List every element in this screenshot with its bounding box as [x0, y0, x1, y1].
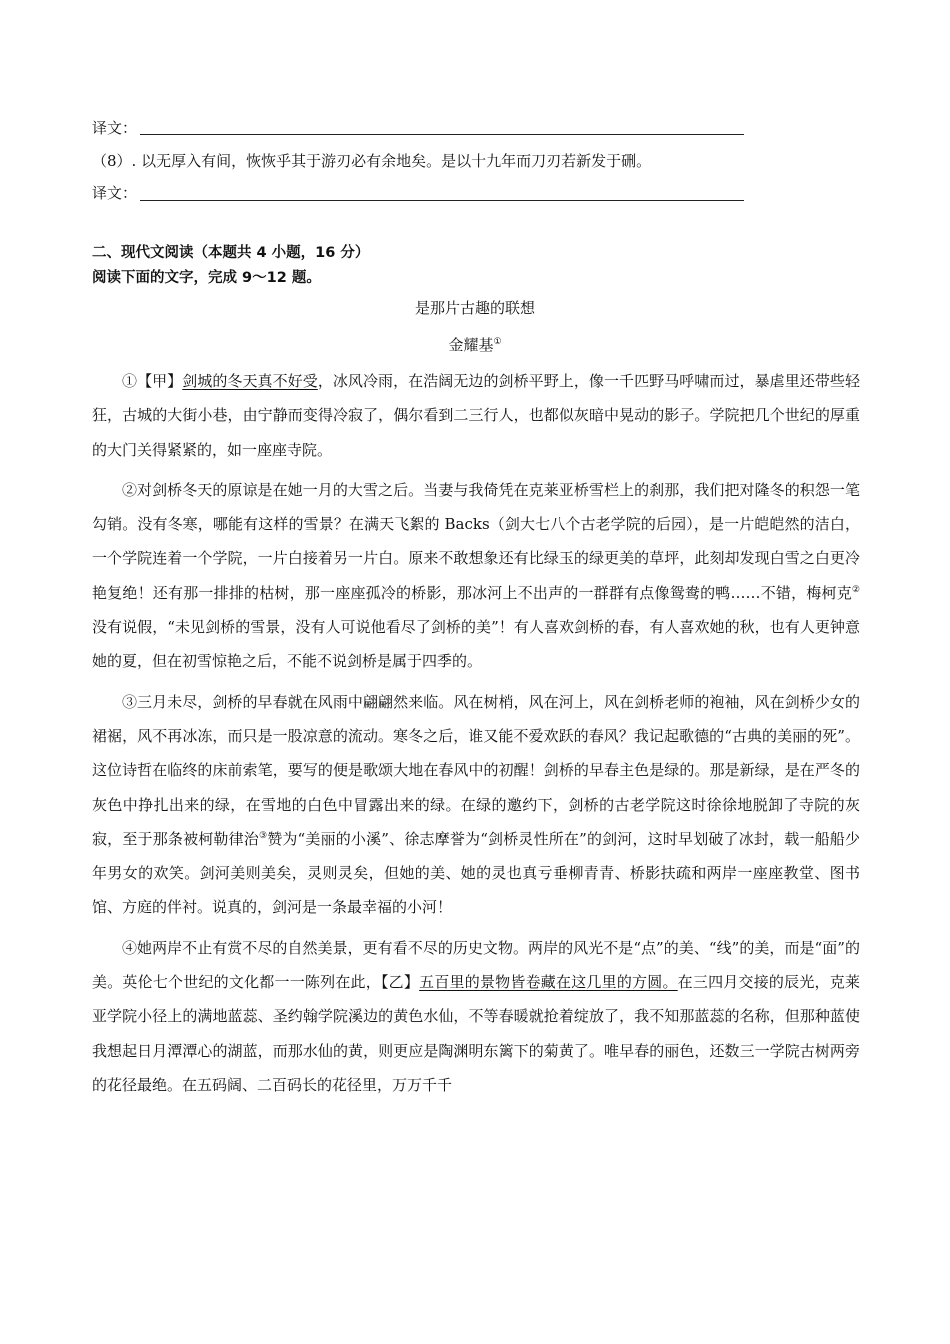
article-author-line — [0, 334, 950, 355]
footnote-marker-2: ② — [851, 584, 860, 595]
translation-answer-line-2[interactable] — [140, 200, 744, 201]
article-author: 金耀基 — [448, 336, 494, 354]
footnote-marker-3: ③ — [258, 830, 268, 841]
paragraph-4: ④她两岸不止有赏不尽的自然美景，更有看不尽的历史文物。两岸的风光不是“点”的美、“线”的美，而是“面”的美。英伦七个世纪的文化都一一陈列在此，【乙】五百里的景物皆卷藏在这几里的方圆。在三四月交接的辰光，克莱亚学院小径上的满地蓝蕊、圣约翰学院溪边的黄色水仙，不等春暖就抢着绽放了，我不知那蓝蕊的名称，但那种蓝使我想起日月潭潭心的湖蓝，而那水仙的黄，则更应是陶渊明东篱下的菊黄了。唯早春的丽色，还数三一学院古树两旁的花径最绝。在五码阔、二百码长的花径里，万万千千 — [92, 938, 860, 1094]
author-footnote-marker: ① — [493, 337, 502, 347]
question-8-text: （8）. 以无厚入有间，恢恢乎其于游刃必有余地矣。是以十九年而刀刃若新发于硎。 — [92, 152, 652, 170]
translation-label-1: 译文： — [92, 119, 138, 137]
translation-label-2: 译文： — [92, 184, 138, 202]
marker-jia: 【甲】 — [137, 372, 183, 390]
marker-yi: 【乙】 — [380, 973, 420, 992]
section-instruction: 阅读下面的文字，完成 9～12 题。 — [92, 270, 321, 286]
article-title: 是那片古趣的联想 — [414, 299, 535, 317]
paragraph-3: ③三月未尽，剑桥的早春就在风雨中翩翩然来临。风在树梢，风在河上，风在剑桥老师的袍袖，风在剑桥少女的裙裾，风不再冰冻，而只是一股凉意的流动。寒冬之后，谁又能不爱欢跃的春风？我记起歌德的“古典的美丽的死”。这位诗哲在临终的床前索笔，要写的便是歌颂大地在春风中的初醒！剑桥的早春主色是绿的。那是新绿，是在严冬的灰色中挣扎出来的绿，在雪地的白色中冒露出来的绿。在绿的邀约下，剑桥的古老学院这时徐徐地脱卸了寺院的灰寂，至于那条被柯勒律治③赞为“美丽的小溪”、徐志摩誉为“剑桥灵性所在”的剑河，这时早划破了冰封，载一船船少年男女的欢笑。剑河美则美矣，灵则灵矣，但她的美、她的灵也真亏垂柳青青、桥影扶疏和两岸一座座教堂、图书馆、方庭的伴衬。说真的，剑河是一条最幸福的小河！ — [92, 692, 860, 917]
underlined-sentence-yi: 五百里的景物皆卷藏在这几里的方圆。 — [419, 973, 678, 992]
section-heading: 二、现代文阅读（本题共 4 小题，16 分） — [92, 245, 370, 261]
paragraph-2: ②对剑桥冬天的原谅是在她一月的大雪之后。当妻与我倚凭在克莱亚桥雪栏上的刹那，我们把对隆冬的积怨一笔勾销。没有冬寒，哪能有这样的雪景？在满天飞絮的 Backs（剑大七八个古老学院的后园），是一片皑皑然的洁白，一个学院连着一个学院，一片白接着另一片白。原来不敢想象还有比绿玉的绿更美的草坪，此刻却发现白雪之白更冷艳复绝！还有那一排排的枯树，那一座座孤冷的桥影，那冰河上不出声的一群群有点像鸳鸯的鸭……不错，梅柯克②没有说假，“未见剑桥的雪景，没有人可说他看尽了剑桥的美”！有人喜欢剑桥的春，有人喜欢她的秋，也有人更钟意她的夏，但在初雪惊艳之后，不能不说剑桥是属于四季的。 — [92, 480, 860, 671]
translation-answer-line-1[interactable] — [140, 134, 744, 135]
underlined-sentence-jia: 剑城的冬天真不好受 — [182, 372, 318, 390]
paragraph-1: ①【甲】剑城的冬天真不好受，冰风冷雨，在浩阔无边的剑桥平野上，像一千匹野马呼啸而过，暴虐里还带些轻狂，古城的大街小巷，由宁静而变得冷寂了，偶尔看到二三行人，也都似灰暗中晃动的影子。学院把几个世纪的厚重的大门关得紧紧的，如一座座寺院。 — [92, 372, 860, 459]
article-body — [92, 364, 860, 1102]
